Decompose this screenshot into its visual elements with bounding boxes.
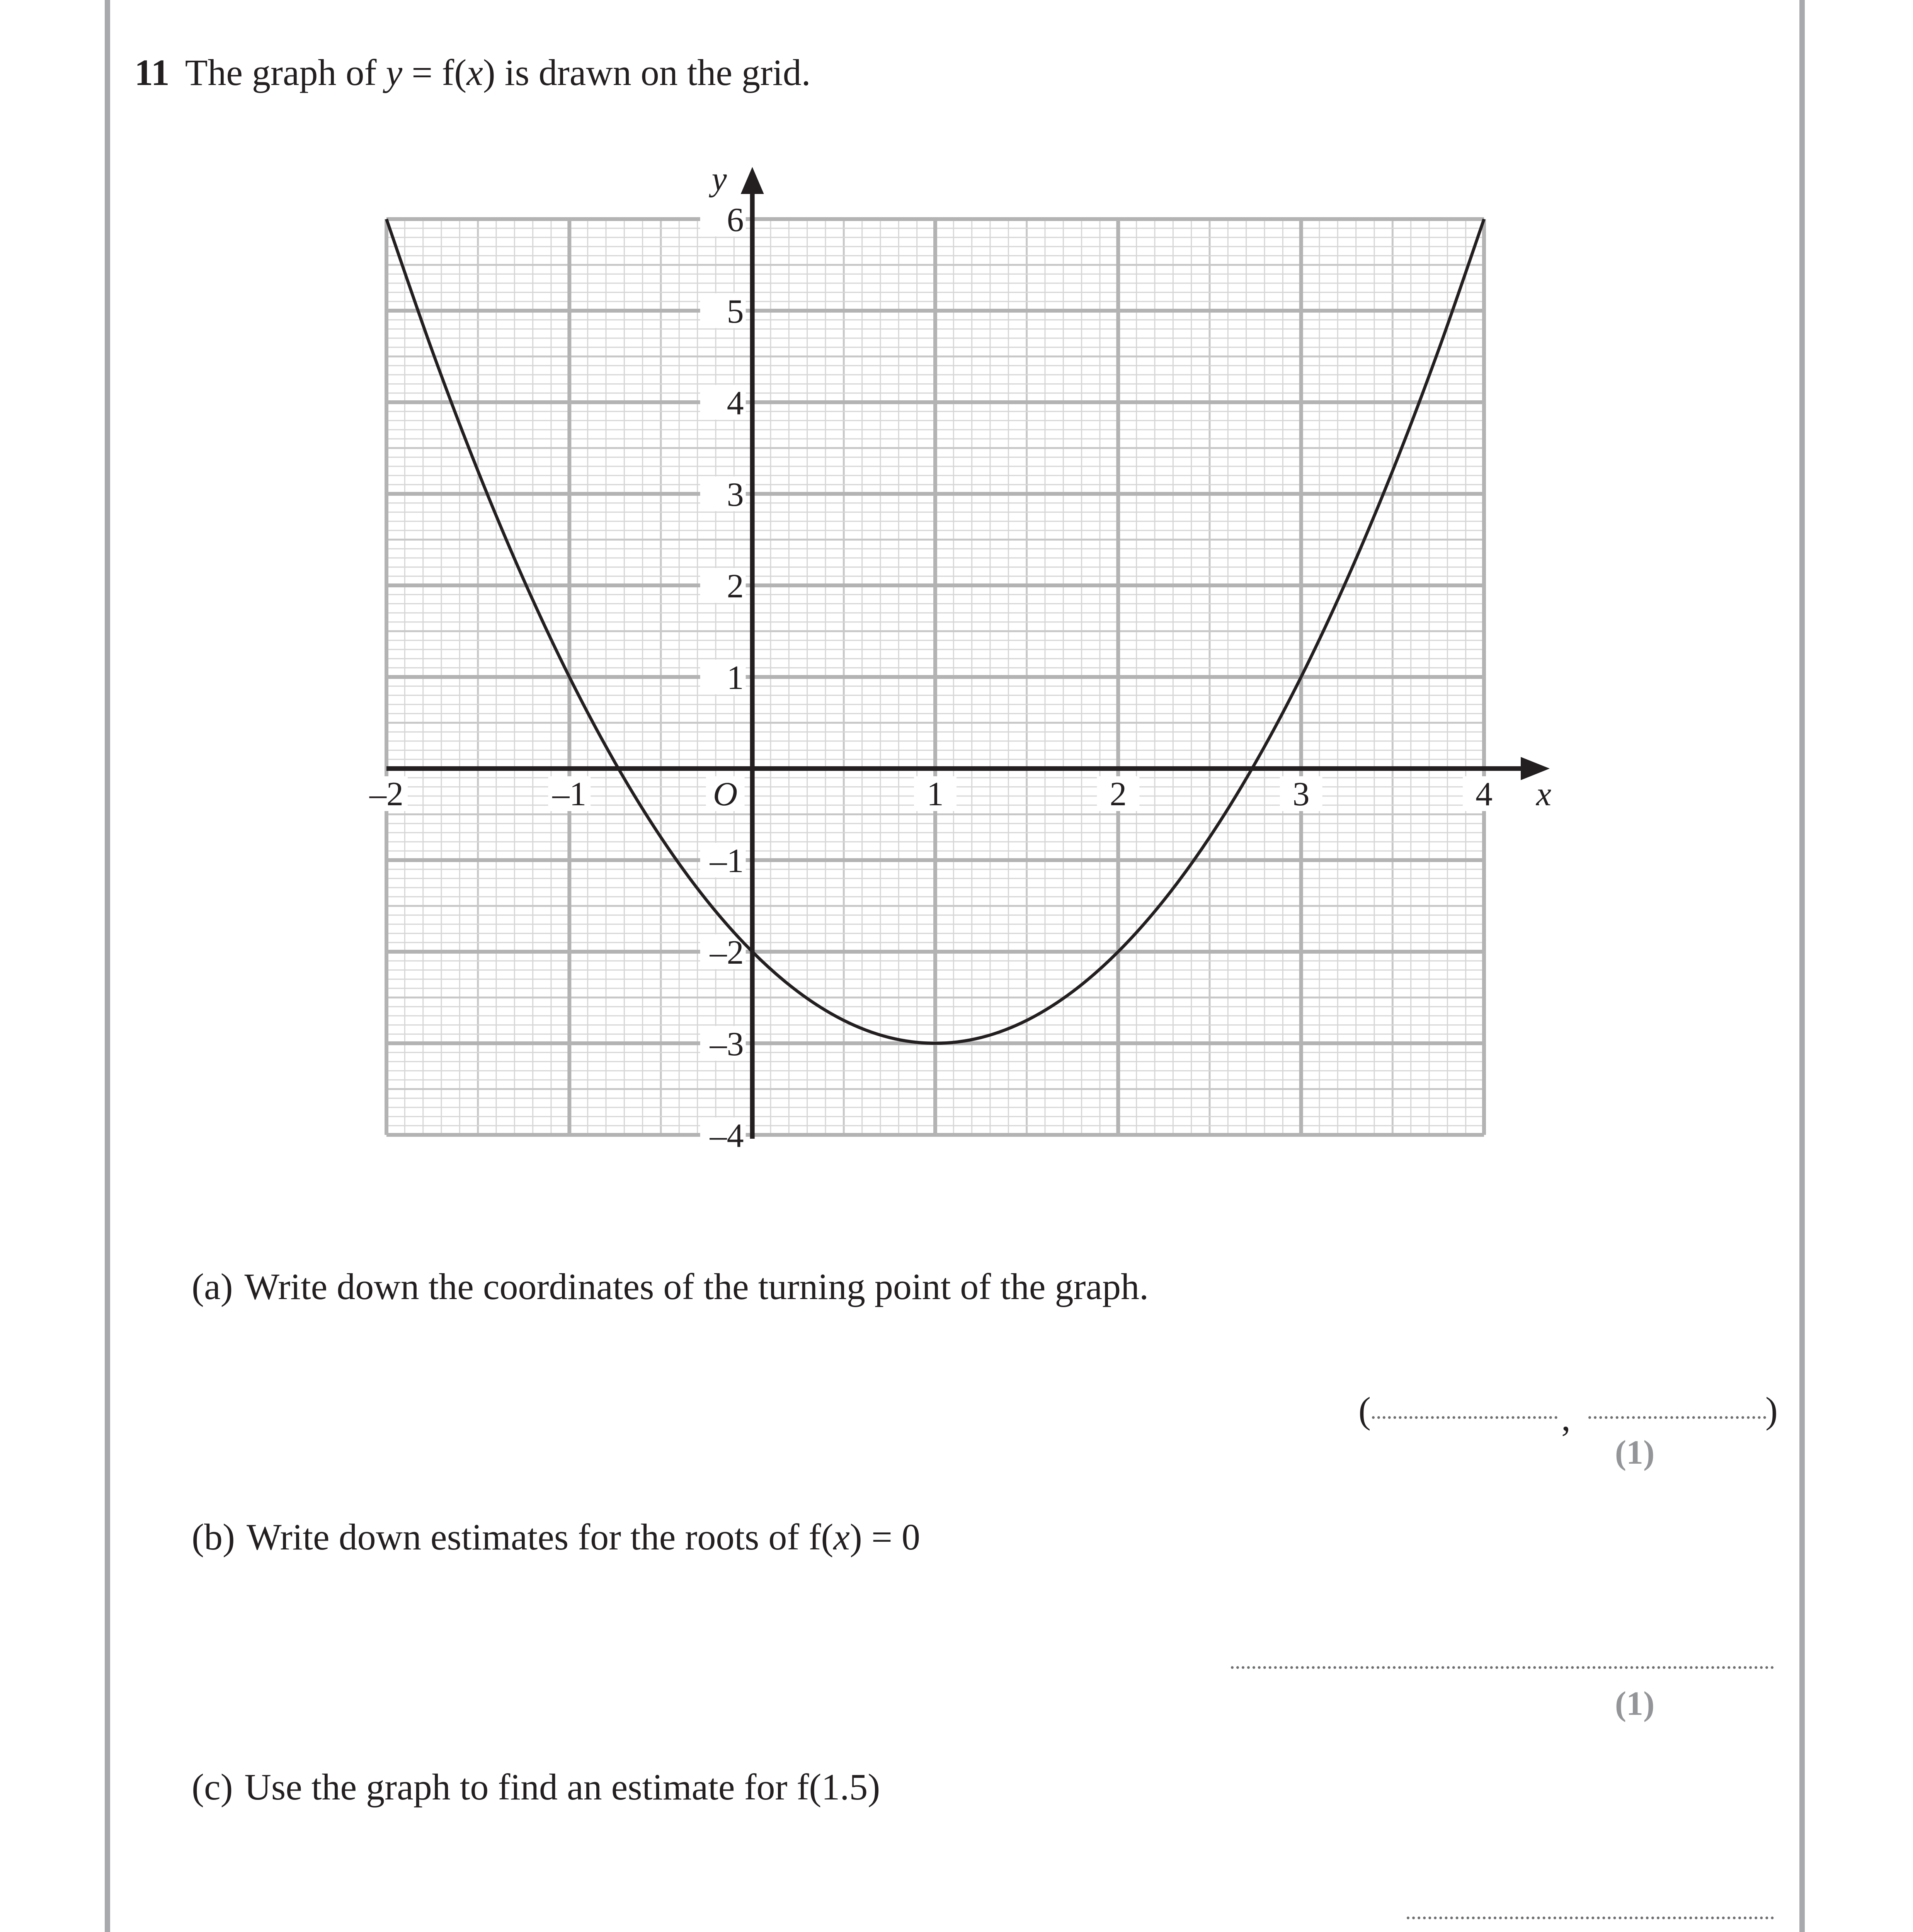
y-axis-arrow — [741, 167, 764, 194]
y-tick-label: –4 — [710, 1117, 744, 1155]
x-tick-label: 1 — [927, 776, 944, 813]
part-a-label: (a) — [192, 1266, 233, 1307]
y-tick-label: 2 — [727, 568, 744, 605]
question-number: 11 — [134, 52, 170, 93]
question-x-var: x — [466, 52, 483, 93]
y-tick-label: 3 — [727, 476, 744, 514]
y-tick-label: –3 — [710, 1026, 744, 1063]
x-tick-label: 2 — [1110, 776, 1127, 813]
part-a — [192, 1260, 1149, 1314]
part-a-marks: (1) — [1615, 1434, 1655, 1471]
part-c-answer-line[interactable] — [1407, 1917, 1774, 1919]
x-axis-label: x — [1536, 776, 1552, 813]
part-b-label: (b) — [192, 1516, 235, 1558]
y-tick-label: –1 — [710, 842, 744, 880]
part-a-text: Write down the coordinates of the turning point of the graph. — [244, 1266, 1149, 1307]
axes — [386, 167, 1550, 1139]
part-b-answer-line[interactable] — [1231, 1666, 1774, 1669]
y-tick-label: 6 — [727, 201, 744, 239]
x-tick-label: 4 — [1476, 776, 1493, 813]
question-text-1: The graph of — [185, 52, 386, 93]
y-tick-label: 4 — [727, 384, 744, 422]
x-tick-label: –2 — [369, 776, 403, 813]
part-a-answer-x[interactable] — [1372, 1416, 1557, 1419]
part-a-close-paren: ) — [1765, 1389, 1778, 1431]
part-b — [192, 1510, 920, 1564]
x-tick-label: 3 — [1292, 776, 1310, 813]
x-tick-label: –1 — [552, 776, 587, 813]
y-tick-label: –2 — [710, 934, 744, 971]
question-text-2: = f( — [402, 52, 467, 93]
part-c — [192, 1760, 880, 1814]
part-a-answer-y[interactable] — [1588, 1416, 1766, 1419]
question-text-3: ) is drawn on the grid. — [483, 52, 811, 93]
part-a-comma: , — [1561, 1397, 1571, 1439]
y-tick-label: 1 — [727, 659, 744, 697]
origin-label: O — [713, 776, 738, 813]
part-b-text-1: Write down estimates for the roots of f( — [246, 1516, 834, 1558]
part-c-label: (c) — [192, 1766, 233, 1808]
y-axis-label: y — [711, 160, 727, 198]
part-b-text-2: ) = 0 — [849, 1516, 921, 1558]
part-b-marks: (1) — [1615, 1685, 1655, 1723]
part-a-open-paren: ( — [1358, 1389, 1371, 1431]
y-tick-label: 5 — [727, 293, 744, 330]
part-b-x-var: x — [833, 1516, 850, 1558]
part-c-text: Use the graph to find an estimate for f(1.5) — [244, 1766, 880, 1808]
question-y-var: y — [386, 52, 403, 93]
